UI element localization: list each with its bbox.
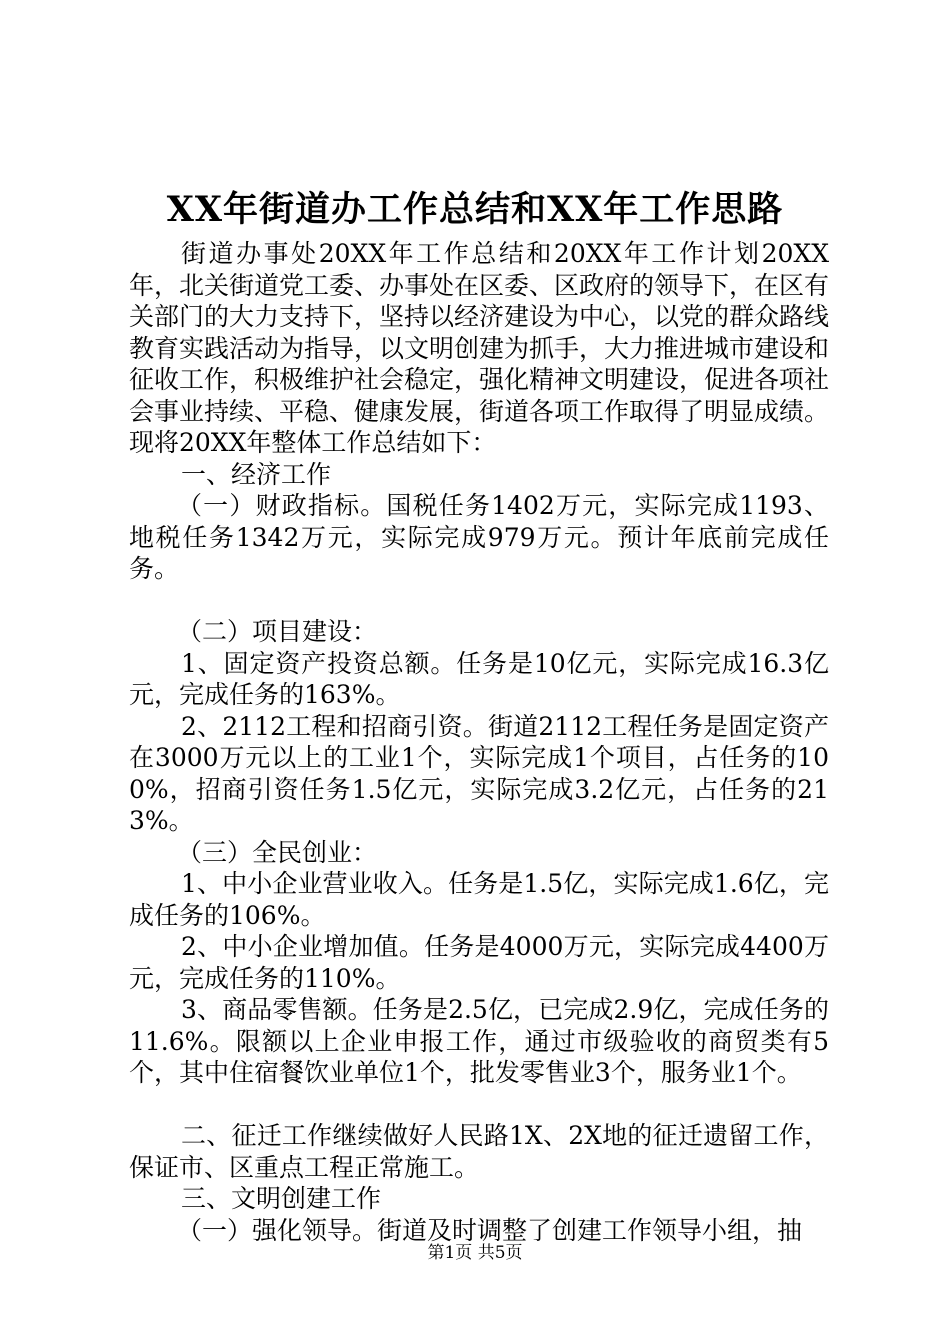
paragraph-intro: 街道办事处20XX年工作总结和20XX年工作计划20XX年，北关街道党工委、办事处在区委、区政府的领导下，在区有关部门的大力支持下，坚持以经济建设为中心，以党的群众路线教育实践活动为指导，以文明创建为抓手，大力推进城市建设和征收工作，积极维护社会稳定，强化精神文明建设，促进各项社会事业持续、平稳、健康发展，街道各项工作取得了明显成绩。现将20XX年整体工作总结如下：: [129, 239, 830, 457]
blank-line: [129, 585, 829, 617]
paragraph-retail-sales: 3、商品零售额。任务是2.5亿，已完成2.9亿，完成任务的11.6%。限额以上企业申报工作，通过市级验收的商贸类有5个，其中住宿餐饮业单位1个，批发零售业3个，服务业1个。: [129, 995, 829, 1087]
document-body: [129, 238, 829, 1246]
heading-economic-work: 一、经济工作: [181, 459, 332, 489]
paragraph-sme-value-added: 2、中小企业增加值。任务是4000万元，实际完成4400万元，完成任务的110%。: [129, 932, 829, 993]
blank-line: [129, 1089, 829, 1121]
heading-entrepreneurship: （三）全民创业：: [177, 837, 378, 867]
paragraph-strengthen-leadership: （一）强化领导。街道及时调整了创建工作领导小组，抽: [177, 1215, 803, 1245]
paragraph-fixed-asset-investment: 1、固定资产投资总额。任务是10亿元，实际完成16.3亿元，完成任务的163%。: [129, 648, 829, 709]
paragraph-relocation-work: 二、征迁工作继续做好人民路1X、2X地的征迁遗留工作，保证市、区重点工程正常施工。: [129, 1121, 829, 1182]
heading-civilization-building: 三、文明创建工作: [181, 1184, 382, 1213]
paragraph-finance-indicators: （一）财政指标。国税任务1402万元，实际完成1193、地税任务1342万元，实际完成979万元。预计年底前完成任务。: [129, 491, 829, 583]
heading-project-construction: （二）项目建设：: [177, 617, 378, 646]
page-number-footer: 第1页 共5页: [427, 1243, 523, 1263]
document-title: XX年街道办工作总结和XX年工作思路: [166, 189, 784, 230]
paragraph-sme-revenue: 1、中小企业营业收入。任务是1.5亿，实际完成1.6亿，完成任务的106%。: [129, 869, 829, 930]
paragraph-2112-project: 2、2112工程和招商引资。街道2112工程任务是固定资产在3000万元以上的工业1个，实际完成1个项目，占任务的100%，招商引资任务1.5亿元，实际完成3.2亿元，占任务的213%。: [129, 711, 829, 835]
